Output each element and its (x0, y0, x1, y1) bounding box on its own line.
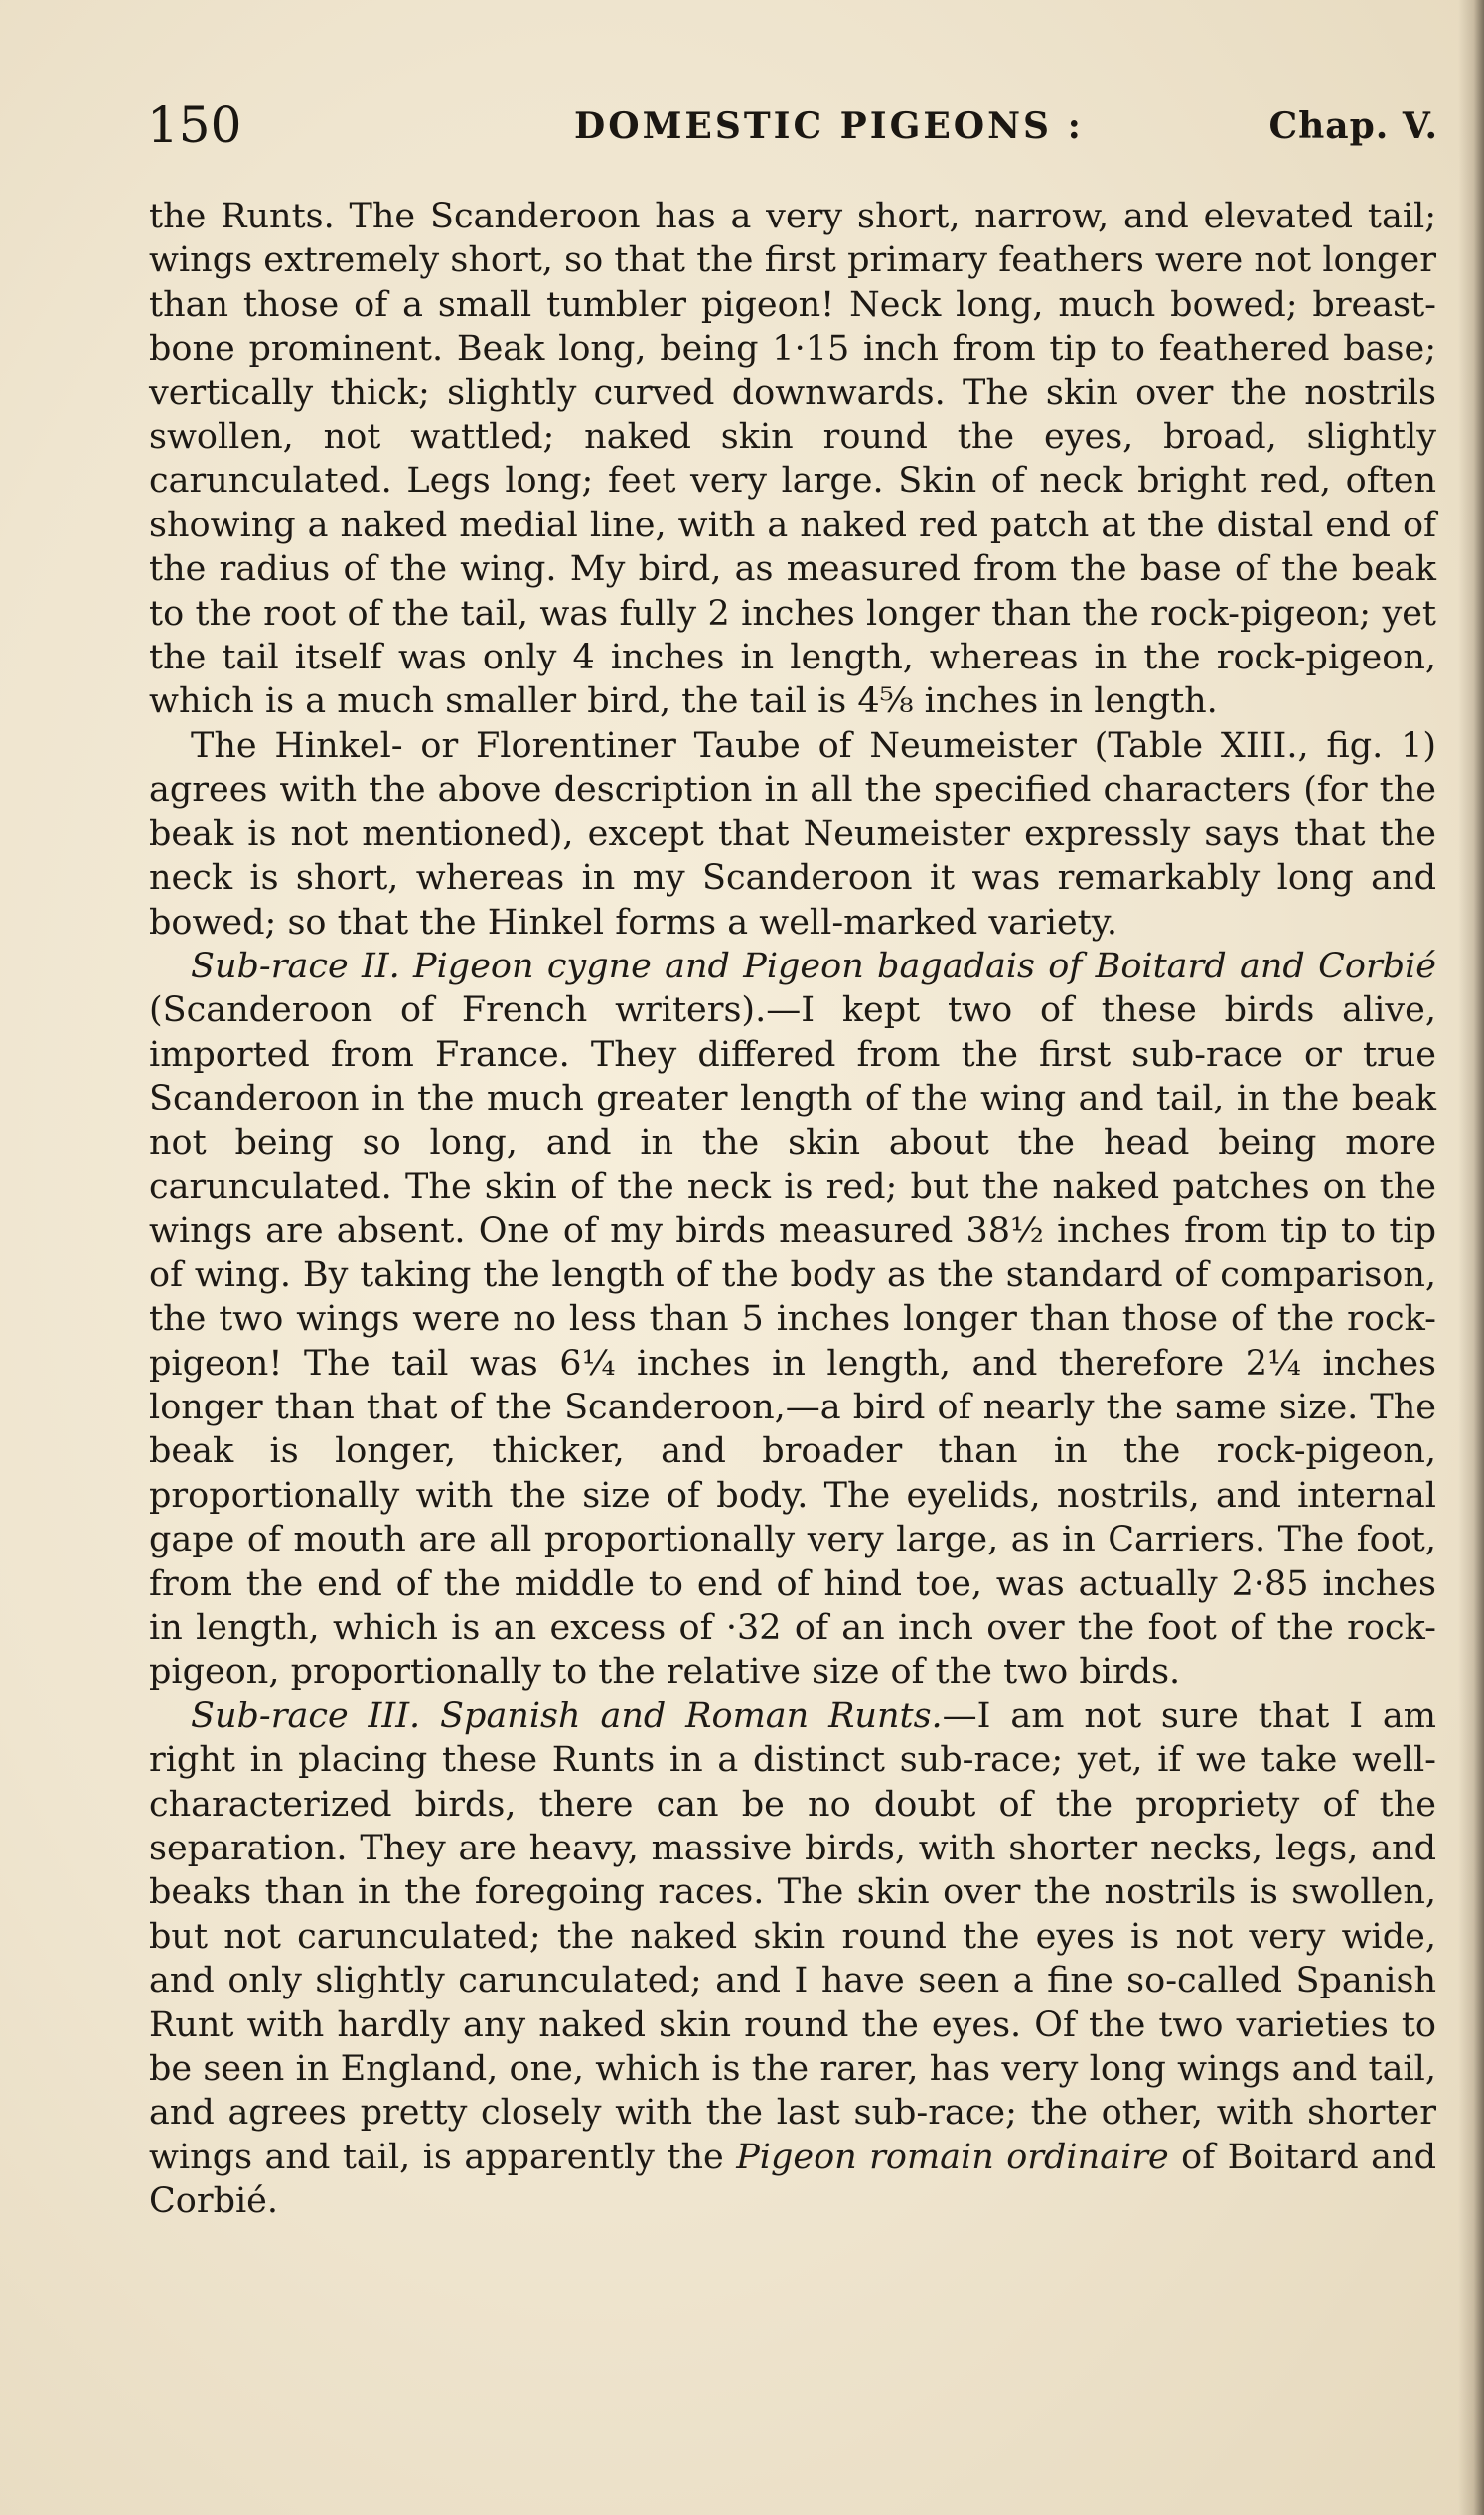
chapter-label: Chap. V. (1268, 105, 1438, 147)
paragraph-2-text: The Hinkel- or Florentiner Taube of Neumeister (Table XIII., fig. 1) agrees with the above description in all the specified characters (for the beak is not mentioned), except that Neumeister expressly says that the neck is short, whereas in my Scanderoon it was remarkably long and bowed; so that the Hinkel forms a well-marked variety. (149, 725, 1436, 943)
paragraph-1-text: the Runts. The Scanderoon has a very short, narrow, and elevated tail; wings extremely short, so that the first primary feathers were not longer than those of a small tumbler pigeon! Neck long, much bowed; breast-bone prominent. Beak long, being 1·15 inch from tip to feathered base; vertically thick; slightly curved downwards. The skin over the nostrils swollen, not wattled; naked skin round the eyes, broad, slightly carunculated. Legs long; feet very large. Skin of neck bright red, often showing a naked medial line, with a naked red patch at the distal end of the radius of the wing. My bird, as measured from the base of the beak to the root of the tail, was fully 2 inches longer than the rock-pigeon; yet the tail itself was only 4 inches in length, whereas in the rock-pigeon, which is a much smaller bird, the tail is 4⅝ inches in length. (149, 197, 1436, 722)
paragraph-3 (149, 945, 1436, 1695)
paragraph-4 (149, 1695, 1436, 2224)
page-number: 150 (147, 96, 242, 154)
subrace-3-heading: Sub-race III. Spanish and Roman Runts. (191, 1696, 943, 1736)
paragraph-4-end: of Boitard and Corbié. (149, 2137, 1436, 2222)
body-text (149, 195, 1436, 2224)
paragraph-1 (149, 195, 1436, 724)
paragraph-4-text: —I am not sure that I am right in placing these Runts in a distinct sub-race; yet, if we take well-characterized birds, there can be no doubt of the propriety of the separation. They are heavy, massive birds, with shorter necks, legs, and beaks than in the foregoing races. The skin over the nostrils is swollen, but not carunculated; the naked skin round the eyes is not very wide, and only slightly carunculated; and I have seen a fine so-called Spanish Runt with hardly any naked skin round the eyes. Of the two varieties to be seen in England, one, which is the rarer, has very long wings and tail, and agrees pretty closely with the last sub-race; the other, with shorter wings and tail, is apparently the (149, 1696, 1436, 2177)
running-header (147, 95, 1438, 155)
paragraph-2 (149, 724, 1436, 945)
paragraph-3-text: (Scanderoon of French writers).—I kept two of these birds alive, imported from France. They differed from the first sub-race or true Scanderoon in the much greater length of the wing and tail, in the beak not being so long, and in the skin about the head being more carunculated. The skin of the neck is red; but the naked patches on the wings are absent. One of my birds measured 38½ inches from tip to tip of wing. By taking the length of the body as the standard of comparison, the two wings were no less than 5 inches longer than those of the rock-pigeon! The tail was 6¼ inches in length, and therefore 2¼ inches longer than that of the Scanderoon,—a bird of nearly the same size. The beak is longer, thicker, and broader than in the rock-pigeon, proportionally with the size of body. The eyelids, nostrils, and internal gape of mouth are all proportionally very large, as in Carriers. The foot, from the end of the middle to end of hind toe, was actually 2·85 inches in length, which is an excess of ·32 of an inch over the foot of the rock-pigeon, proportionally to the relative size of the two birds. (149, 990, 1436, 1693)
page-shadow-edge (1458, 0, 1484, 2515)
pigeon-romain-term: Pigeon romain ordinaire (736, 2137, 1169, 2177)
subrace-2-heading: Sub-race II. Pigeon cygne and Pigeon bagadais of Boitard and Corbié (191, 946, 1436, 986)
running-title: DOMESTIC PIGEONS : (574, 105, 1084, 147)
